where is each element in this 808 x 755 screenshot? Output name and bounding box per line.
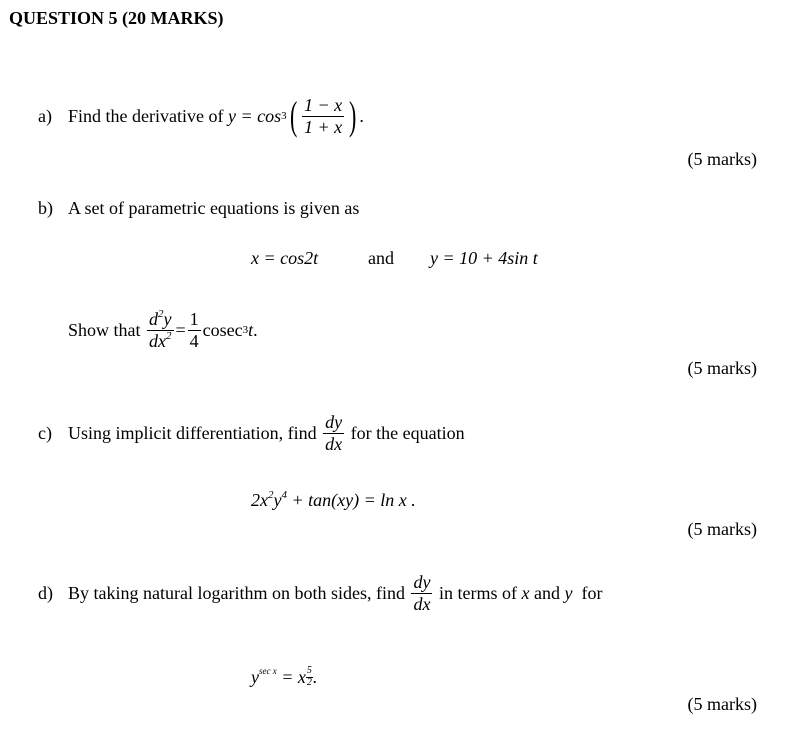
- part-c-text: Using implicit differentiation, find: [68, 422, 317, 443]
- part-b-dx-sup: 2: [166, 329, 172, 342]
- part-b-show-that: Show that: [68, 319, 141, 340]
- part-d-question: [68, 565, 602, 621]
- part-d-for: for: [581, 582, 603, 603]
- part-d-text2: in terms of: [438, 582, 517, 603]
- part-b-show-that-line: Show that $\frac{d^2y}{dx^2}$ = $\frac{1}{4}$ cosec 3 t .: [68, 307, 258, 351]
- part-d-exp-den: 2: [306, 676, 312, 688]
- part-c-eq-c: + tan(xy) = ln x .: [287, 490, 416, 510]
- part-a-end: .: [359, 105, 364, 126]
- part-b-marks: (5 marks): [687, 358, 757, 378]
- part-d-y: y: [564, 582, 573, 603]
- part-d-end: .: [312, 667, 318, 687]
- part-d-and: and: [533, 582, 560, 603]
- part-d-dydx: [411, 572, 432, 614]
- part-b-dx: dx: [149, 330, 167, 351]
- part-b-y: y: [163, 308, 172, 329]
- part-d-exp-num: 5: [306, 665, 312, 676]
- part-d-text: By taking natural logarithm on both sides, find: [68, 582, 405, 603]
- part-c-dy: dy: [325, 411, 343, 432]
- part-a-denominator: 1 + x: [303, 116, 343, 137]
- part-a-fraction: [302, 95, 344, 137]
- part-c-question: [68, 405, 465, 461]
- part-c-equation: [251, 490, 416, 511]
- part-c-eq-sup1: 2: [268, 489, 274, 501]
- part-b-four: 4: [189, 330, 199, 351]
- part-a-numerator: 1 − x: [303, 94, 343, 115]
- part-b-quarter: [188, 309, 201, 351]
- part-a-question: Find the derivative of y = cos 3 ( $\frac{1 - x}{1 + x}$ ) .: [68, 93, 364, 138]
- part-b-and: and: [368, 248, 394, 268]
- part-d-eq-y: y: [251, 667, 259, 687]
- part-b-one: 1: [189, 308, 199, 329]
- part-b-eq2: y = 10 + 4sin t: [430, 248, 538, 268]
- part-d-marks: (5 marks): [687, 694, 757, 714]
- question-title: QUESTION 5 (20 MARKS): [9, 8, 224, 28]
- part-c-dydx: [323, 412, 344, 454]
- part-a-text: Find the derivative of: [68, 105, 224, 126]
- right-paren: ): [349, 93, 357, 138]
- part-b-eq1: x = cos2t: [251, 248, 319, 268]
- part-c-marks: (5 marks): [687, 519, 757, 539]
- part-d-label: d): [38, 583, 53, 603]
- part-c-eq-a: 2x: [251, 490, 268, 510]
- part-d-dy: dy: [413, 571, 431, 592]
- part-c-label: c): [38, 423, 52, 443]
- part-d-exponent: [306, 666, 313, 688]
- part-c-dx: dx: [325, 433, 343, 454]
- part-a-label: a): [38, 106, 52, 126]
- part-b-equals: =: [175, 319, 186, 340]
- part-b-second-derivative: [147, 309, 174, 351]
- part-d-eq-mid: = x: [276, 667, 306, 687]
- part-c-text2: for the equation: [350, 422, 465, 443]
- left-paren: (: [289, 93, 297, 138]
- part-b-cosec: cosec: [202, 319, 243, 340]
- part-d-eq-sup: sec x: [259, 666, 277, 676]
- part-b-text: A set of parametric equations is given as: [68, 198, 360, 218]
- part-b-cosec-var: t: [248, 319, 254, 340]
- part-d-equation: [251, 666, 317, 688]
- part-d-dx: dx: [413, 593, 431, 614]
- part-b-label: b): [38, 198, 53, 218]
- part-c-eq-sup2: 4: [281, 489, 287, 501]
- part-d-x: x: [521, 582, 530, 603]
- part-b-d: d: [149, 308, 159, 329]
- part-b-d-sup: 2: [158, 307, 164, 320]
- part-a-y-equals: y = cos: [227, 105, 282, 126]
- part-b-end: .: [253, 319, 258, 340]
- part-c-eq-b: y: [273, 490, 282, 510]
- part-a-marks: (5 marks): [687, 149, 757, 169]
